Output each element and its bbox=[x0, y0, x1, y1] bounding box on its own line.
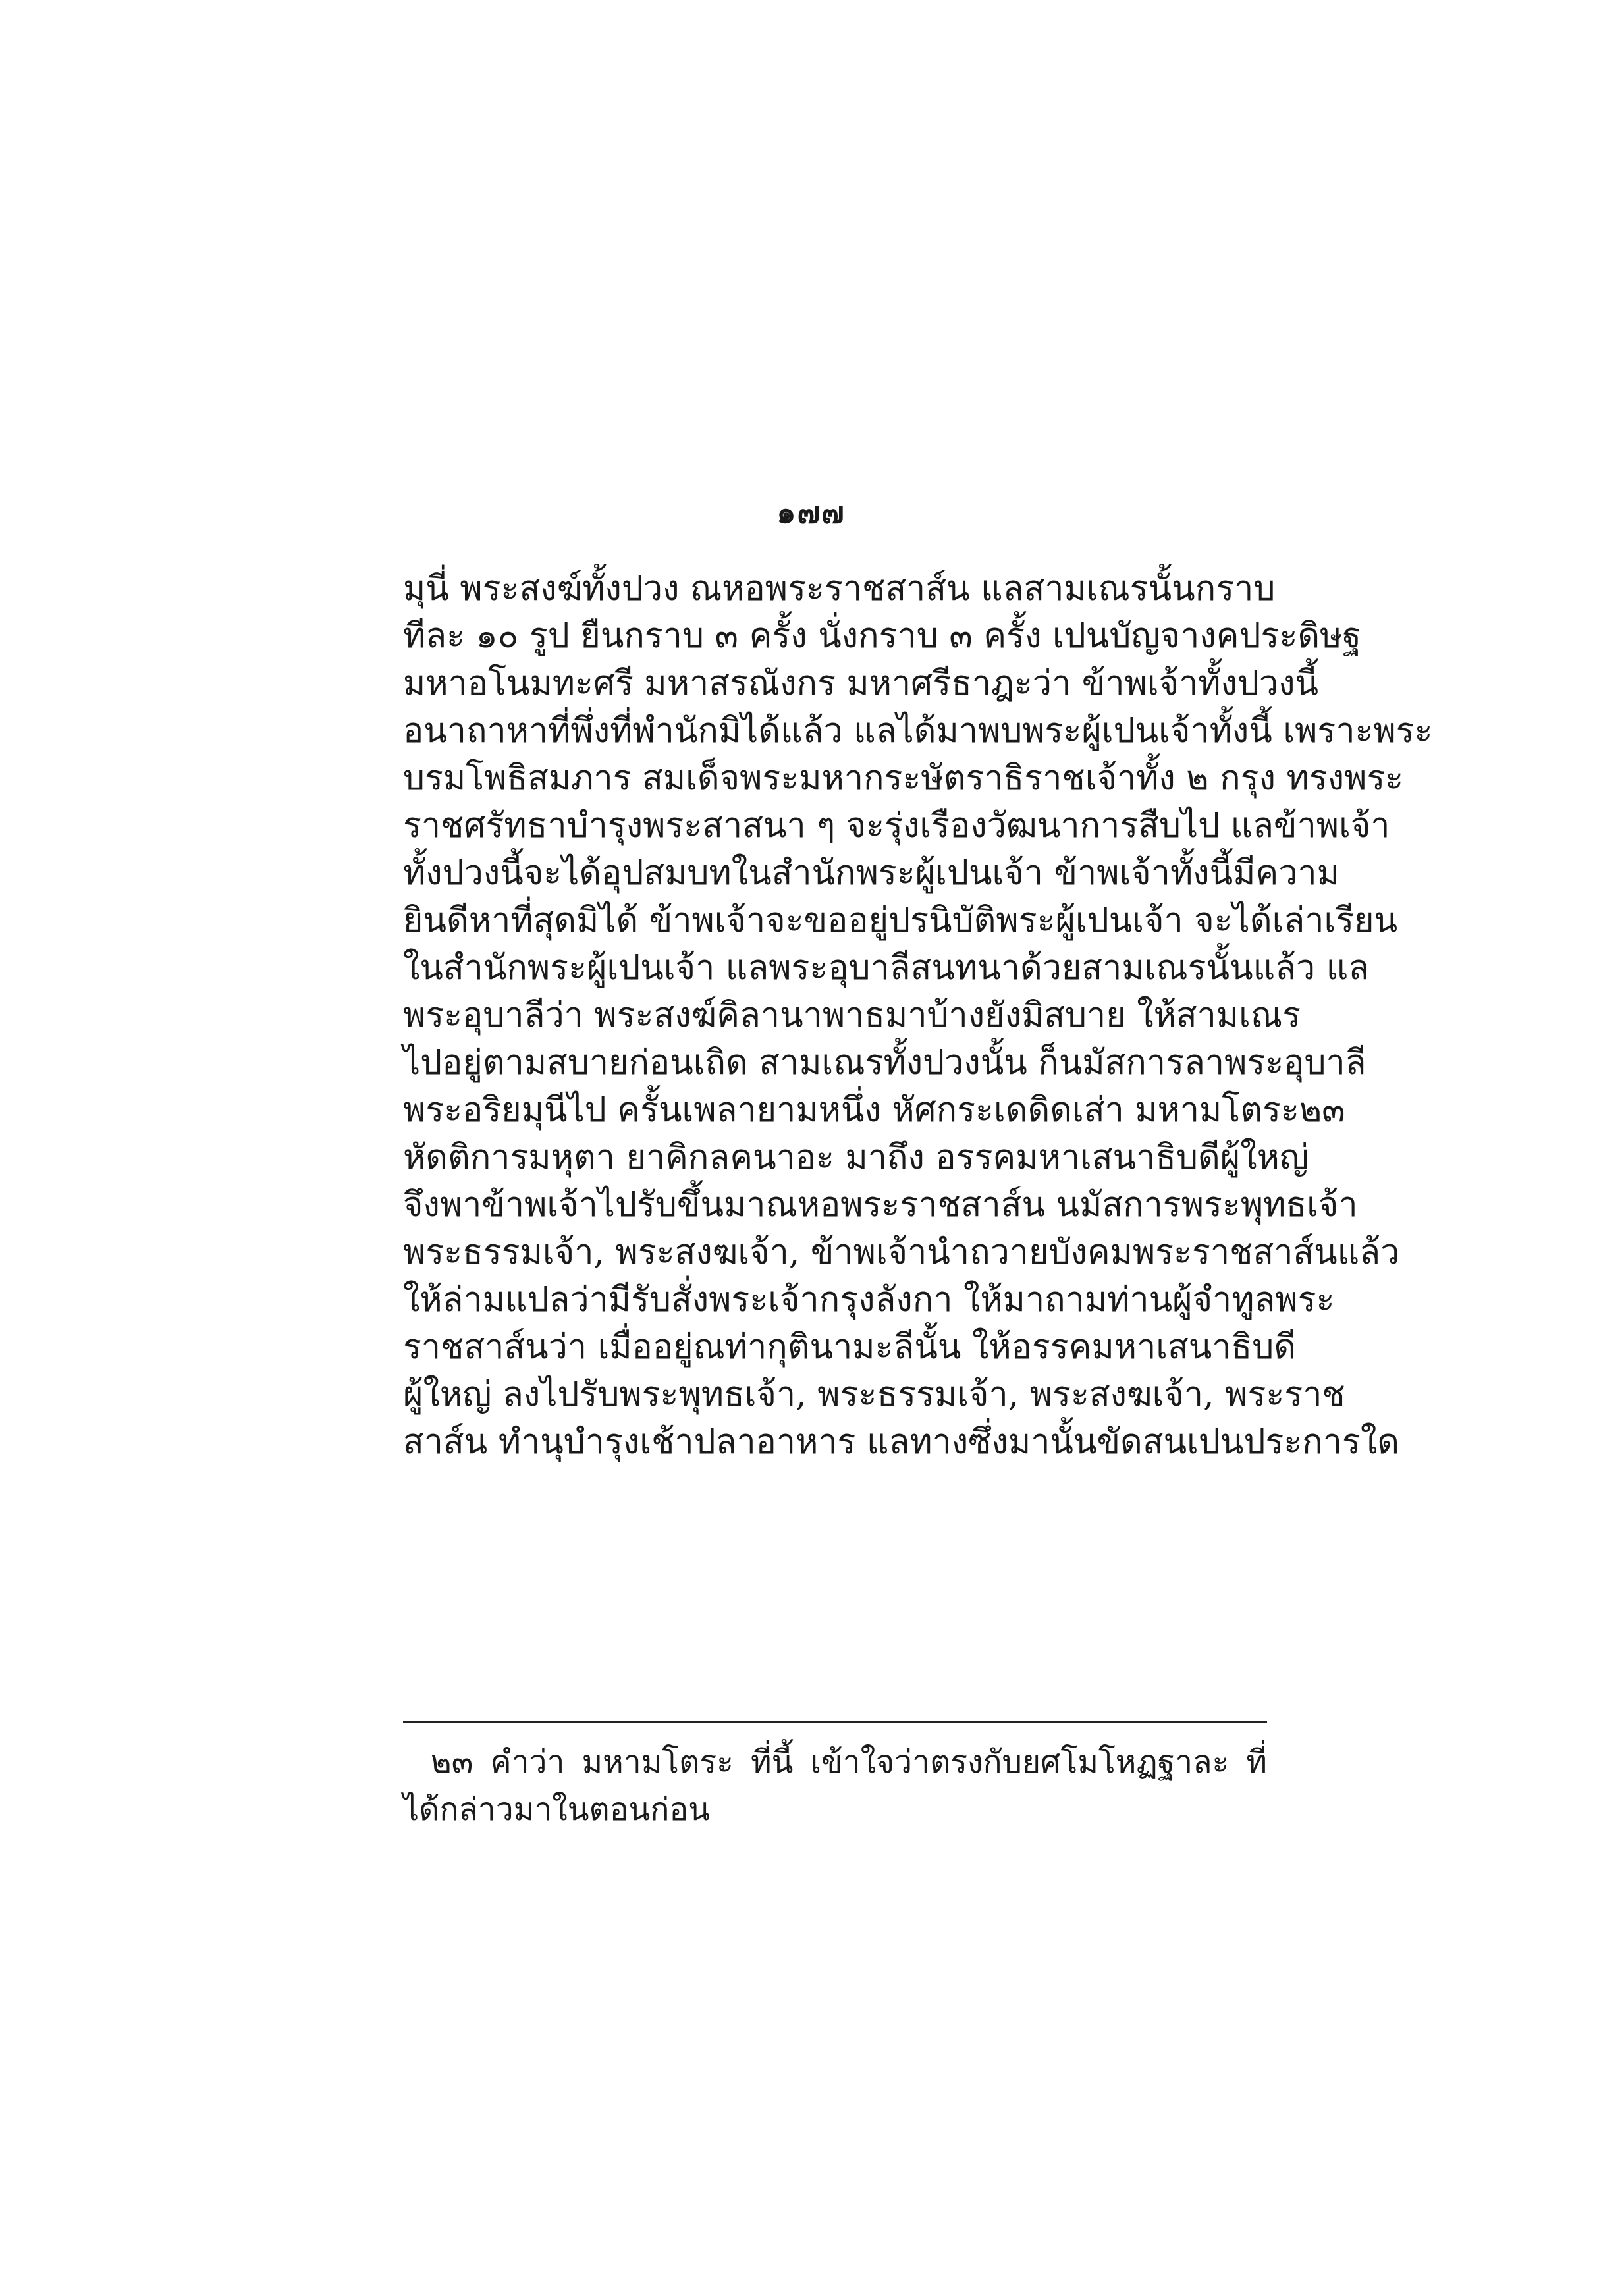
text-line: หัดติการมหุตา ยาคิกลคนาอะ มาถึง อรรคมหาเสนาธิบดีผู้ใหญ่ bbox=[403, 1138, 1309, 1177]
text-line: ไปอยู่ตามสบายก่อนเถิด สามเณรทั้งปวงนั้น ก็นมัสการลาพระอุบาลี bbox=[403, 1043, 1366, 1082]
text-line: จึงพาข้าพเจ้าไปรับขึ้นมาณหอพระราชสาส์น นมัสการพระพุทธเจ้า bbox=[403, 1185, 1358, 1225]
text-line: อนาถาหาที่พึ่งที่พำนักมิได้แล้ว แลได้มาพบพระผู้เปนเจ้าทั้งนี้ เพราะพระ bbox=[403, 711, 1433, 751]
text-line: พระอุบาลีว่า พระสงฆ์คิลานาพาธมาบ้างยังมิสบาย ให้สามเณร bbox=[403, 996, 1301, 1035]
text-line: บรมโพธิสมภาร สมเด็จพระมหากระษัตราธิราชเจ้าทั้ง ๒ กรุง ทรงพระ bbox=[403, 759, 1404, 798]
text-line: พระอริยมุนีไป ครั้นเพลายามหนึ่ง หัศกระเดดิดเส่า มหามโตระ๒๓ bbox=[403, 1090, 1345, 1130]
text-line: ในสำนักพระผู้เปนเจ้า แลพระอุบาลีสนทนาด้วยสามเณรนั้นแล้ว แล bbox=[403, 948, 1370, 988]
footnote-line: ได้กล่าวมาในตอนก่อน bbox=[403, 1791, 711, 1828]
text-line: มุนี่ พระสงฆ์ทั้งปวง ณหอพระราชสาส์น แลสามเณรนั้นกราบ bbox=[403, 569, 1276, 608]
body-text bbox=[403, 565, 1433, 1466]
text-line: ผู้ใหญ่ ลงไปรับพระพุทธเจ้า, พระธรรมเจ้า, พระสงฆเจ้า, พระราช bbox=[403, 1375, 1345, 1414]
text-line: ราชสาส์นว่า เมื่ออยู่ณท่ากุตินามะลีนั้น ให้อรรคมหาเสนาธิบดี bbox=[403, 1327, 1297, 1367]
footnote-line: ๒๓ คำว่า มหามโตระ ที่นี้ เข้าใจว่าตรงกับยศโมโหฏฐาละ ที่ bbox=[431, 1744, 1267, 1780]
text-line: สาส์น ทำนุบำรุงเช้าปลาอาหาร แลทางซึ่งมานั้นขัดสนเปนประการใด bbox=[403, 1422, 1400, 1462]
text-line: ราชศรัทธาบำรุงพระสาสนา ๆ จะรุ่งเรืองวัฒนาการสืบไป แลข้าพเจ้า bbox=[403, 806, 1390, 845]
text-line: ยินดีหาที่สุดมิได้ ข้าพเจ้าจะขออยู่ปรนิบัติพระผู้เปนเจ้า จะได้เล่าเรียน bbox=[403, 901, 1398, 940]
footnote-divider bbox=[403, 1721, 1267, 1723]
text-line: ทีละ ๑๐ รูป ยืนกราบ ๓ ครั้ง นั่งกราบ ๓ ครั้ง เปนบัญจางคประดิษฐ bbox=[403, 616, 1362, 656]
text-line: ให้ล่ามแปลว่ามีรับสั่งพระเจ้ากรุงลังกา ให้มาถามท่านผู้จำทูลพระ bbox=[403, 1280, 1335, 1320]
text-line: มหาอโนมทะศรี มหาสรณังกร มหาศรีธาฎะว่า ข้าพเจ้าทั้งปวงนี้ bbox=[403, 664, 1319, 703]
text-line: ทั้งปวงนี้จะได้อุปสมบทในสำนักพระผู้เปนเจ้า ข้าพเจ้าทั้งนี้มีความ bbox=[403, 853, 1339, 893]
text-line: พระธรรมเจ้า, พระสงฆเจ้า, ข้าพเจ้านำถวายบังคมพระราชสาส์นแล้ว bbox=[403, 1233, 1400, 1272]
page-number: ๑๗๗ bbox=[776, 494, 846, 530]
footnote bbox=[403, 1738, 1267, 1833]
